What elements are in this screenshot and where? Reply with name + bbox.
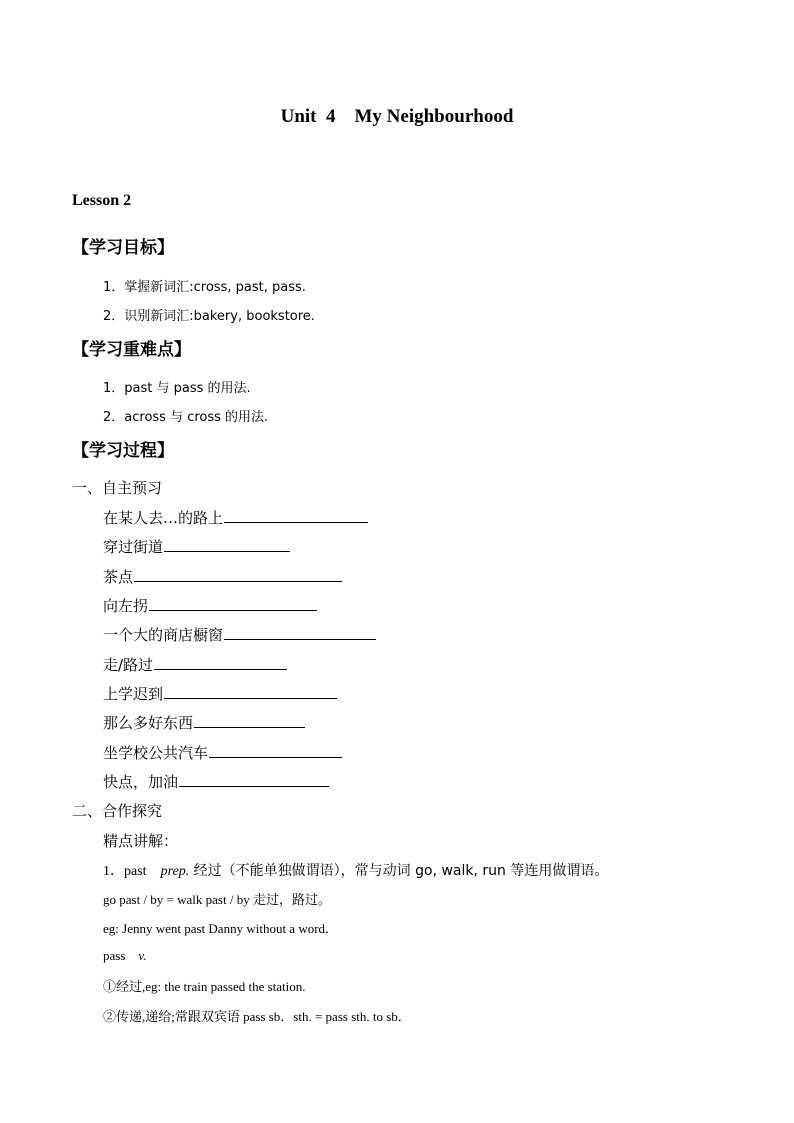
preview-label: 走/路过 <box>103 656 154 674</box>
preview-label: 向左拐 <box>103 597 149 615</box>
page-title: Unit 4 My Neighbourhood <box>280 106 514 127</box>
goal-item-2: 2．识别新词汇:bakery, bookstore. <box>103 309 315 324</box>
explain-past <box>103 860 608 880</box>
preview-label: 坐学校公共汽车 <box>103 744 209 762</box>
process-heading: 【学习过程】 <box>72 441 174 461</box>
explain-pass <box>103 948 146 964</box>
preview-item <box>103 683 337 704</box>
explain-past-rest: 经过（不能单独做谓语），常与动词 go, walk, run 等连用做谓语。 <box>189 863 609 879</box>
answer-blank[interactable] <box>179 772 329 787</box>
explain-pass-pos: v. <box>138 948 147 963</box>
section1-title: 一、自主预习 <box>72 479 163 497</box>
explain-example: eg: Jenny went past Danny without a word． <box>103 921 339 936</box>
keypoints-heading: 【学习重难点】 <box>72 340 191 360</box>
goals-heading: 【学习目标】 <box>72 238 174 258</box>
keypoint-item-2: 2．across 与 cross 的用法. <box>103 410 269 425</box>
explain-pass-word: pass <box>103 948 126 963</box>
preview-item <box>103 742 342 763</box>
explain-past-num: 1．past <box>103 864 147 879</box>
answer-blank[interactable] <box>164 537 290 552</box>
preview-item <box>103 771 329 792</box>
goal-item-1: 1．掌握新词汇:cross, past, pass. <box>103 280 306 295</box>
preview-item <box>103 654 287 675</box>
explain-go-past: go past / by = walk past / by 走过，路过。 <box>103 892 331 907</box>
explain-pass-meaning-1: ①经过,eg: the train passed the station. <box>103 979 306 994</box>
lesson-label: Lesson 2 <box>72 192 132 209</box>
preview-item <box>103 536 290 557</box>
answer-blank[interactable] <box>154 655 287 670</box>
preview-label: 一个大的商店橱窗 <box>103 626 224 644</box>
preview-item <box>103 507 368 528</box>
section2-intro: 精点讲解： <box>103 832 179 850</box>
keypoint-item-1: 1．past 与 pass 的用法. <box>103 381 251 396</box>
explain-past-pos: prep. <box>160 864 190 879</box>
preview-label: 穿过街道 <box>103 538 164 556</box>
preview-label: 上学迟到 <box>103 685 164 703</box>
answer-blank[interactable] <box>149 596 317 611</box>
preview-label: 茶点 <box>103 568 134 586</box>
preview-label: 那么多好东西 <box>103 714 194 732</box>
answer-blank[interactable] <box>164 684 337 699</box>
preview-item <box>103 566 342 587</box>
explain-pass-meaning-2: ②传递,递给;常跟双宾语 pass sb．sth. = pass sth. to sb． <box>103 1009 411 1024</box>
preview-label: 快点，加油 <box>103 773 179 791</box>
preview-item <box>103 712 305 733</box>
preview-item <box>103 595 317 616</box>
answer-blank[interactable] <box>224 625 376 640</box>
section2-title: 二、合作探究 <box>72 802 163 820</box>
answer-blank[interactable] <box>209 743 342 758</box>
answer-blank[interactable] <box>224 508 368 523</box>
answer-blank[interactable] <box>194 713 305 728</box>
preview-item <box>103 624 376 645</box>
preview-label: 在某人去…的路上 <box>103 509 224 527</box>
answer-blank[interactable] <box>134 567 342 582</box>
